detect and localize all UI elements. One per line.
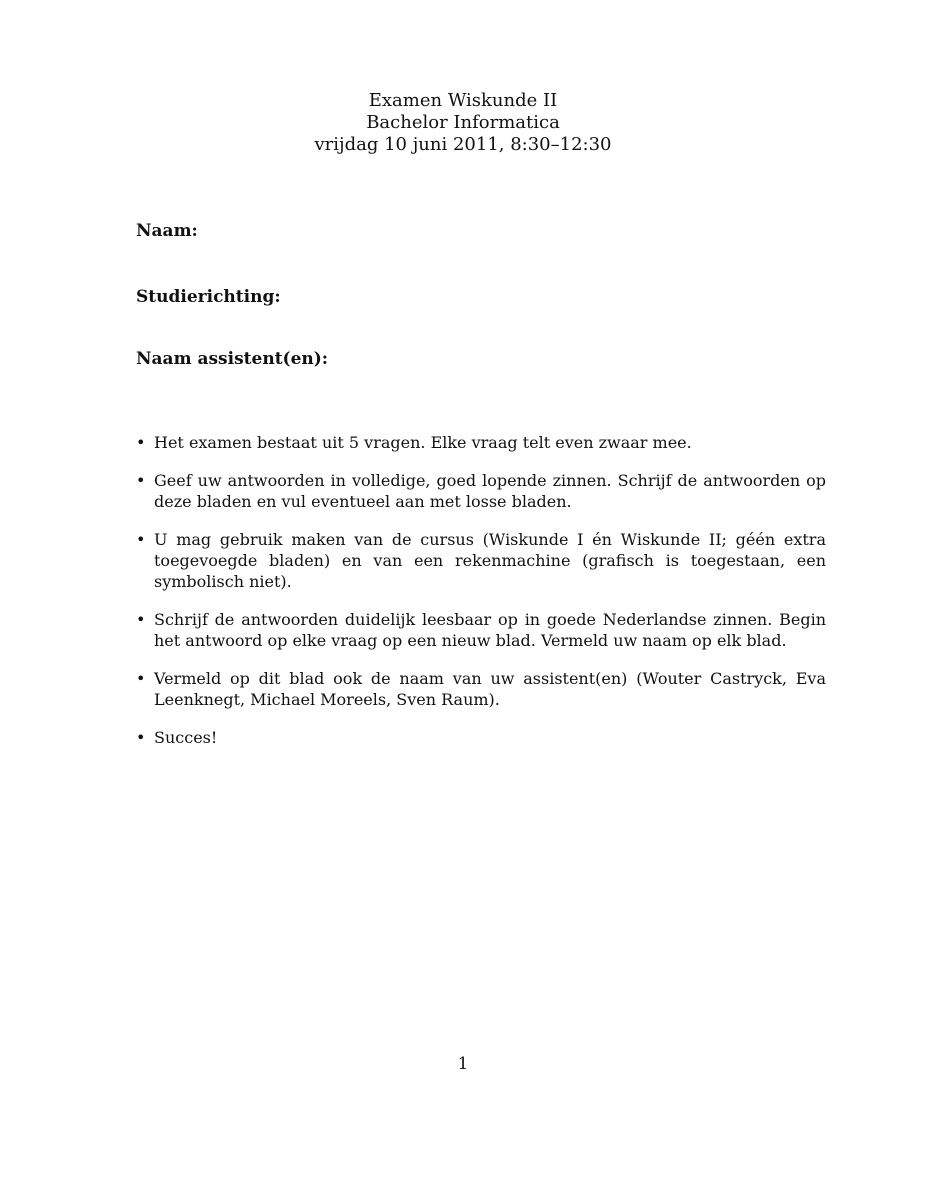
list-item	[136, 432, 826, 453]
instruction-text: U mag gebruik maken van de cursus (Wiskunde I én Wiskunde II; géén extra toegevoegde bladen) en van een rekenmachine (grafisch is toegestaan, een symbolisch niet).	[154, 530, 826, 591]
instruction-text: Geef uw antwoorden in volledige, goed lopende zinnen. Schrijf de antwoorden op deze bladen en vul eventueel aan met losse bladen.	[154, 471, 826, 511]
list-item	[136, 529, 826, 592]
bullet-icon: •	[136, 728, 146, 747]
instruction-text: Succes!	[154, 728, 218, 747]
bullet-icon: •	[136, 530, 146, 549]
exam-program: Bachelor Informatica	[366, 112, 560, 133]
exam-header	[0, 90, 926, 156]
instruction-text: Vermeld op dit blad ook de naam van uw assistent(en) (Wouter Castryck, Eva Leenknegt, Michael Moreels, Sven Raum).	[154, 669, 826, 709]
name-field-label: Naam:	[136, 221, 198, 241]
exam-title: Examen Wiskunde II	[368, 90, 558, 111]
study-field-label: Studierichting:	[136, 287, 281, 307]
instructions-list	[136, 432, 826, 765]
bullet-icon: •	[136, 471, 146, 490]
assistants-field-label: Naam assistent(en):	[136, 349, 329, 369]
bullet-icon: •	[136, 433, 146, 452]
instruction-text: Schrijf de antwoorden duidelijk leesbaar op in goede Nederlandse zinnen. Begin het antwoord op elke vraag op een nieuw blad. Vermeld uw naam op elk blad.	[154, 610, 826, 650]
page-number: 1	[457, 1054, 469, 1074]
list-item	[136, 609, 826, 651]
list-item	[136, 727, 826, 748]
exam-date: vrijdag 10 juni 2011, 8:30–12:30	[314, 134, 612, 155]
list-item	[136, 470, 826, 512]
list-item	[136, 668, 826, 710]
bullet-icon: •	[136, 610, 146, 629]
instruction-text: Het examen bestaat uit 5 vragen. Elke vraag telt even zwaar mee.	[154, 433, 692, 452]
bullet-icon: •	[136, 669, 146, 688]
